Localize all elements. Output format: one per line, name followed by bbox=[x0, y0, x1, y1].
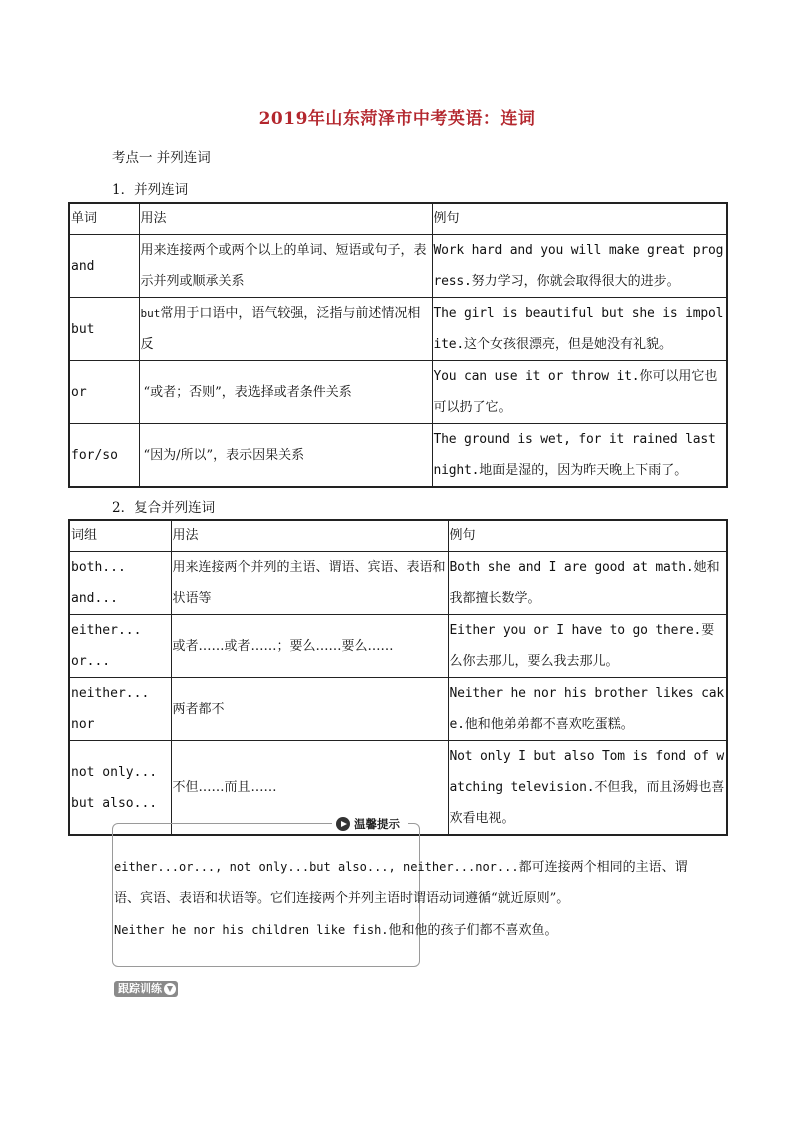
usage-cell: 或者……或者……；要么……要么…… bbox=[171, 615, 448, 678]
play-icon bbox=[336, 817, 350, 831]
phrase-part-2: nor bbox=[71, 717, 95, 732]
usage-cell: 用来连接两个并列的主语、谓语、宾语、表语和状语等 bbox=[171, 552, 448, 615]
phrase-part-1: both... bbox=[71, 560, 126, 575]
tracking-practice-badge bbox=[114, 981, 178, 997]
tip-badge-label: 温馨提示 bbox=[354, 817, 400, 831]
word-cell: and bbox=[69, 235, 139, 298]
phrase-cell bbox=[69, 615, 171, 678]
usage-cell: “或者；否则”，表选择或者条件关系 bbox=[139, 361, 432, 424]
word-cell: or bbox=[69, 361, 139, 424]
example-en: The ground is wet, for it rained last night. bbox=[433, 432, 716, 478]
example-cell bbox=[432, 298, 727, 361]
phrase-part-2: and... bbox=[71, 591, 118, 606]
phrase-part-1: not only... bbox=[71, 764, 158, 780]
header-usage: 用法 bbox=[171, 520, 448, 552]
usage-en: but bbox=[140, 307, 161, 320]
header-phrase: 词组 bbox=[69, 520, 171, 552]
usage-cell: 两者都不 bbox=[171, 678, 448, 741]
tracking-practice-label: 跟踪训练 bbox=[118, 982, 162, 995]
example-cell bbox=[448, 741, 727, 836]
example-en: Neither he nor his brother likes cake. bbox=[449, 686, 725, 732]
table-header-row bbox=[69, 203, 727, 235]
example-cell bbox=[432, 424, 727, 488]
tip-line-1-en: either...or..., not only...but also..., neither...nor... bbox=[114, 860, 519, 874]
table-row bbox=[69, 615, 727, 678]
example-cn: 努力学习，你就会取得很大的进步。 bbox=[471, 274, 680, 289]
example-en: Both she and I are good at math. bbox=[449, 560, 694, 575]
phrase-part-1: neither... bbox=[71, 686, 150, 701]
example-cell bbox=[448, 552, 727, 615]
example-en: Either you or I have to go there. bbox=[449, 623, 702, 638]
usage-cell: 不但……而且…… bbox=[171, 741, 448, 836]
table-row bbox=[69, 298, 727, 361]
page-title: 2019年山东菏泽市中考英语：连词 bbox=[258, 109, 536, 129]
subsection-heading-1: 1．并列连词 bbox=[112, 182, 189, 198]
example-cell bbox=[448, 615, 727, 678]
tip-line-3 bbox=[114, 919, 714, 938]
header-usage: 用法 bbox=[139, 203, 432, 235]
table-row bbox=[69, 678, 727, 741]
usage-cn: 常用于口语中，语气较强，泛指与前述情况相反 bbox=[140, 306, 421, 352]
tip-line-2: 语、宾语、表语和状语等。它们连接两个并列主语时谓语动词遵循“就近原则”。 bbox=[114, 891, 570, 906]
usage-cell: 用来连接两个或两个以上的单词、短语或句子，表示并列或顺承关系 bbox=[139, 235, 432, 298]
section-heading: 考点一 并列连词 bbox=[112, 150, 211, 166]
example-cn: 不但我，而且汤姆也喜欢看电视。 bbox=[449, 780, 725, 826]
example-cn: 要么你去那儿，要么我去那儿。 bbox=[449, 623, 715, 669]
coordinating-conjunctions-table bbox=[68, 202, 728, 488]
usage-cell: “因为/所以”，表示因果关系 bbox=[139, 424, 432, 488]
header-example: 例句 bbox=[448, 520, 727, 552]
table-row bbox=[69, 552, 727, 615]
tip-line-1 bbox=[114, 856, 714, 875]
example-cn: 地面是湿的，因为昨天晚上下雨了。 bbox=[479, 463, 688, 478]
tip-badge bbox=[332, 815, 408, 833]
example-en: The girl is beautiful but she is impolite. bbox=[433, 306, 724, 352]
example-cell bbox=[432, 235, 727, 298]
example-cn: 她和我都擅长数学。 bbox=[449, 560, 720, 606]
subsection-heading-2: 2．复合并列连词 bbox=[112, 500, 216, 516]
tip-line-1-cn: 都可连接两个相同的主语、谓 bbox=[518, 860, 688, 875]
tip-line-3-cn: 他和他的孩子们都不喜欢鱼。 bbox=[388, 923, 558, 938]
example-cell bbox=[448, 678, 727, 741]
phrase-cell bbox=[69, 741, 171, 836]
example-cn: 这个女孩很漂亮，但是她没有礼貌。 bbox=[464, 337, 673, 352]
example-en: Not only I but also Tom is fond of watching television. bbox=[449, 749, 725, 795]
compound-conjunctions-table bbox=[68, 519, 728, 836]
table-row bbox=[69, 235, 727, 298]
phrase-part-2: but also... bbox=[71, 795, 158, 811]
table-row bbox=[69, 424, 727, 488]
word-cell: but bbox=[69, 298, 139, 361]
example-cn: 他和他弟弟都不喜欢吃蛋糕。 bbox=[464, 717, 634, 732]
tip-line-3-en: Neither he nor his children like fish. bbox=[114, 923, 389, 937]
phrase-cell bbox=[69, 552, 171, 615]
table-row bbox=[69, 361, 727, 424]
usage-cell bbox=[139, 298, 432, 361]
example-en: You can use it or throw it. bbox=[433, 369, 640, 384]
down-arrow-icon bbox=[164, 983, 176, 995]
example-cn: 你可以用它也可以扔了它。 bbox=[433, 369, 718, 415]
phrase-cell bbox=[69, 678, 171, 741]
example-en: Work hard and you will make great progress. bbox=[433, 243, 724, 289]
table-header-row bbox=[69, 520, 727, 552]
word-cell: for/so bbox=[69, 424, 139, 488]
phrase-part-1: either... bbox=[71, 623, 142, 638]
header-word: 单词 bbox=[69, 203, 139, 235]
header-example: 例句 bbox=[432, 203, 727, 235]
phrase-part-2: or... bbox=[71, 654, 111, 669]
example-cell bbox=[432, 361, 727, 424]
